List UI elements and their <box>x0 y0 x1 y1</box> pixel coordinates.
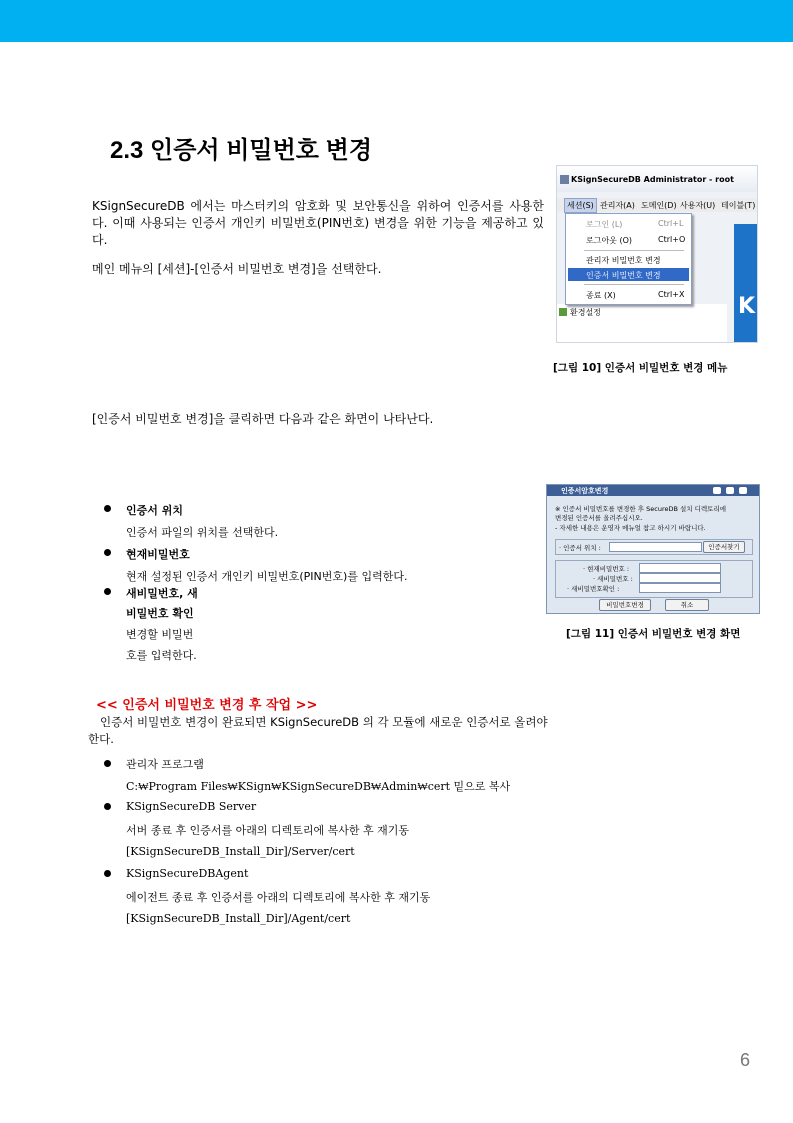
bullet-cert-location-title: 인증서 위치 <box>126 504 183 517</box>
bullet-dot <box>104 803 111 810</box>
menu-table[interactable]: 테이블(T) <box>721 201 756 210</box>
minimize-icon[interactable] <box>713 487 721 494</box>
menu-instruction: 메인 메뉴의 [세션]-[인증서 비밀번호 변경]을 선택한다. <box>92 262 382 276</box>
tree-item-settings[interactable]: 환경설정 <box>570 308 601 317</box>
menu-item-login[interactable]: 로그인 (L) <box>586 220 623 229</box>
bullet-current-password-desc: 현재 설정된 인증서 개인키 비밀번호(PIN번호)를 입력한다. <box>126 570 408 583</box>
dialog-titlebar <box>547 485 759 496</box>
menu-item-cert-password[interactable]: 인증서 비밀번호 변경 <box>586 271 661 280</box>
app-logo-icon <box>560 175 569 184</box>
bullet-new-password-title-2: 비밀번호 확인 <box>126 607 194 620</box>
logo-letter: K <box>738 294 756 319</box>
menu-item-admin-password[interactable]: 관리자 비밀번호 변경 <box>586 256 661 265</box>
window-titlebar <box>557 166 757 192</box>
cert-location-input[interactable] <box>609 542 702 552</box>
bullet-dot <box>104 549 111 556</box>
menu-screenshot <box>556 165 758 343</box>
current-password-label: · 현재비밀번호 : <box>583 565 630 573</box>
bullet-dot <box>104 505 111 512</box>
window-title: KSignSecureDB Administrator - root <box>571 175 734 184</box>
session-dropdown <box>565 213 692 305</box>
menu-separator <box>584 284 684 285</box>
menu-shortcut-login: Ctrl+L <box>658 219 684 228</box>
cancel-button[interactable]: 취소 <box>665 599 709 611</box>
bullet-dot <box>104 760 111 767</box>
confirm-password-label: · 새비밀번호확인 : <box>567 585 620 593</box>
menu-admin[interactable]: 관리자(A) <box>600 201 635 210</box>
dialog-screenshot <box>546 484 760 614</box>
current-password-input[interactable] <box>639 563 721 573</box>
confirm-password-input[interactable] <box>639 583 721 593</box>
post-bullet-agent-desc: 에이전트 종료 후 인증서를 아래의 디렉토리에 복사한 후 재기동 <box>126 891 431 904</box>
settings-icon <box>559 308 567 316</box>
menu-item-logout[interactable]: 로그아웃 (O) <box>586 236 632 245</box>
dialog-notice-3: - 자세한 내용은 운영자 메뉴얼 참고 하시기 바랍니다. <box>555 524 706 532</box>
intro-paragraph: KSignSecureDB 에서는 마스터키의 암호화 및 보안통신을 위하여 인증서를 사용한 다. 이때 사용되는 인증서 개인키 비밀번호(PIN번호) 변경을 위한 기능을 제공하고 있다. <box>92 199 544 247</box>
close-icon[interactable] <box>739 487 747 494</box>
change-password-button[interactable]: 비밀번호변경 <box>599 599 651 611</box>
bullet-dot <box>104 588 111 595</box>
dialog-notice-2: 변경된 인증서를 올려주십시오. <box>555 514 643 522</box>
maximize-icon[interactable] <box>726 487 734 494</box>
post-bullet-admin-title: 관리자 프로그램 <box>126 758 204 771</box>
bullet-cert-location-desc: 인증서 파일의 위치를 선택한다. <box>126 526 279 539</box>
bullet-dot <box>104 870 111 877</box>
post-change-intro: 인증서 비밀번호 변경이 완료되면 KSignSecureDB 의 각 모듈에 새로운 인증서로 올려야 한다. <box>88 715 548 746</box>
dialog-notice-1: ※ 인증서 비밀번호를 변경한 후 SecureDB 설치 디렉토리에 <box>555 505 727 513</box>
menu-shortcut-exit: Ctrl+X <box>658 290 685 299</box>
new-password-input[interactable] <box>639 573 721 583</box>
post-bullet-server-desc: 서버 종료 후 인증서를 아래의 디렉토리에 복사한 후 재기동 <box>126 824 409 837</box>
new-password-label: · 새비밀번호 : <box>593 575 633 583</box>
dialog-title: 인증서암호변경 <box>561 487 609 495</box>
logo-panel <box>734 224 757 342</box>
section-heading: 2.3 인증서 비밀번호 변경 <box>110 137 373 164</box>
tree-pane <box>557 304 727 342</box>
post-bullet-agent-path: [KSignSecureDB_Install_Dir]/Agent/cert <box>126 912 351 925</box>
figure10-caption: [그림 10] 인증서 비밀번호 변경 메뉴 <box>553 362 728 374</box>
menu-domain[interactable]: 도메인(D) <box>641 201 677 210</box>
bullet-new-password-desc-1: 변경할 비밀번 <box>126 628 194 641</box>
post-bullet-server-title: KSignSecureDB Server <box>126 800 257 813</box>
top-color-bar <box>0 0 793 42</box>
find-cert-button[interactable]: 인증서찾기 <box>703 541 745 553</box>
post-bullet-admin-path: C:₩Program Files₩KSign₩KSignSecureDB₩Admin₩cert 밑으로 복사 <box>126 780 511 793</box>
page-number: 6 <box>740 1050 751 1070</box>
post-change-heading: << 인증서 비밀번호 변경 후 작업 >> <box>96 698 318 713</box>
menu-user[interactable]: 사용자(U) <box>680 201 716 210</box>
menu-shortcut-logout: Ctrl+O <box>658 235 686 244</box>
menubar <box>557 198 757 212</box>
post-bullet-server-path: [KSignSecureDB_Install_Dir]/Server/cert <box>126 845 355 858</box>
bullet-current-password-title: 현재비밀번호 <box>126 548 190 561</box>
bullet-new-password-title-1: 새비밀번호, 새 <box>126 587 198 600</box>
cert-location-label: · 인증서 위치 : <box>559 544 601 552</box>
menu-separator <box>584 250 684 251</box>
bullet-new-password-desc-2: 호를 입력한다. <box>126 649 197 662</box>
post-bullet-agent-title: KSignSecureDBAgent <box>126 867 249 880</box>
menu-session[interactable]: 세션(S) <box>564 198 597 213</box>
menu-item-exit[interactable]: 종료 (X) <box>586 291 616 300</box>
figure11-caption: [그림 11] 인증서 비밀번호 변경 화면 <box>566 628 741 640</box>
click-instruction: [인증서 비밀번호 변경]을 클릭하면 다음과 같은 화면이 나타난다. <box>92 412 434 426</box>
